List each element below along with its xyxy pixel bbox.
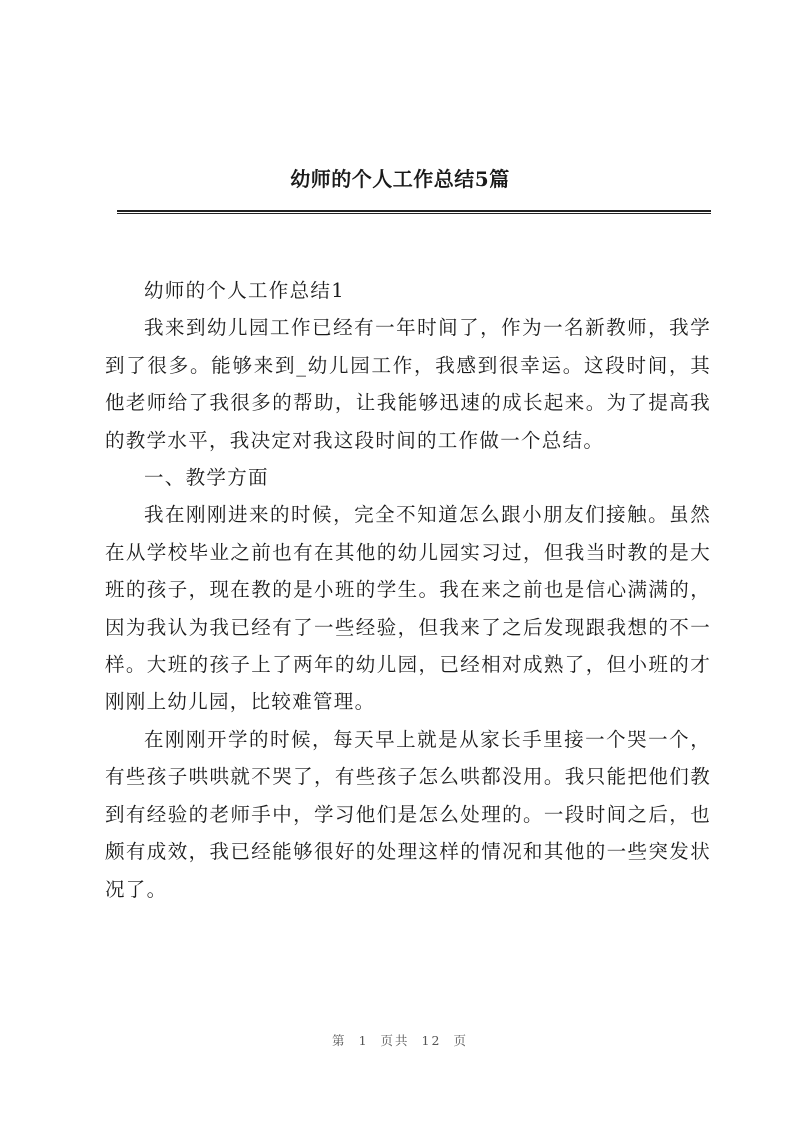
subheading: 一、教学方面 [144, 466, 269, 490]
paragraph: 我在刚刚进来的时候，完全不知道怎么跟小朋友们接触。虽然在从学校毕业之前也有在其他的幼儿园实习过，但我当时教的是大班的孩子，现在教的是小班的学生。我在来之前也是信心满满的，因为我认为我已经有了一些经验，但我来了之后发现跟我想的不一样。大班的孩子上了两年的幼儿园，已经相对成熟了，但小班的才刚刚上幼儿园，比较难管理。 [105, 503, 711, 714]
section-title: 幼师的个人工作总结1 [144, 279, 345, 302]
footer-suffix: 页 [453, 1033, 468, 1048]
paragraph: 我来到幼儿园工作已经有一年时间了，作为一名新教师，我学到了很多。能够来到_幼儿园工作，我感到很幸运。这段时间，其他老师给了我很多的帮助，让我能够迅速的成长起来。为了提高我的教学水平，我决定对我这段时间的工作做一个总结。 [105, 316, 711, 452]
document-title: 幼师的个人工作总结5篇 [290, 167, 510, 191]
document-body [105, 272, 711, 908]
page-footer [0, 1031, 800, 1049]
footer-middle: 页共 [380, 1033, 410, 1048]
footer-total-pages: 12 [421, 1033, 442, 1048]
footer-current-page: 1 [358, 1033, 369, 1048]
paragraph: 在刚刚开学的时候，每天早上就是从家长手里接一个哭一个，有些孩子哄哄就不哭了，有些孩子怎么哄都没用。我只能把他们教到有经验的老师手中，学习他们是怎么处理的。一段时间之后，也颇有成效，我已经能够很好的处理这样的情况和其他的一些突发状况了。 [105, 727, 711, 901]
footer-prefix: 第 [332, 1033, 347, 1048]
title-divider [117, 210, 711, 214]
